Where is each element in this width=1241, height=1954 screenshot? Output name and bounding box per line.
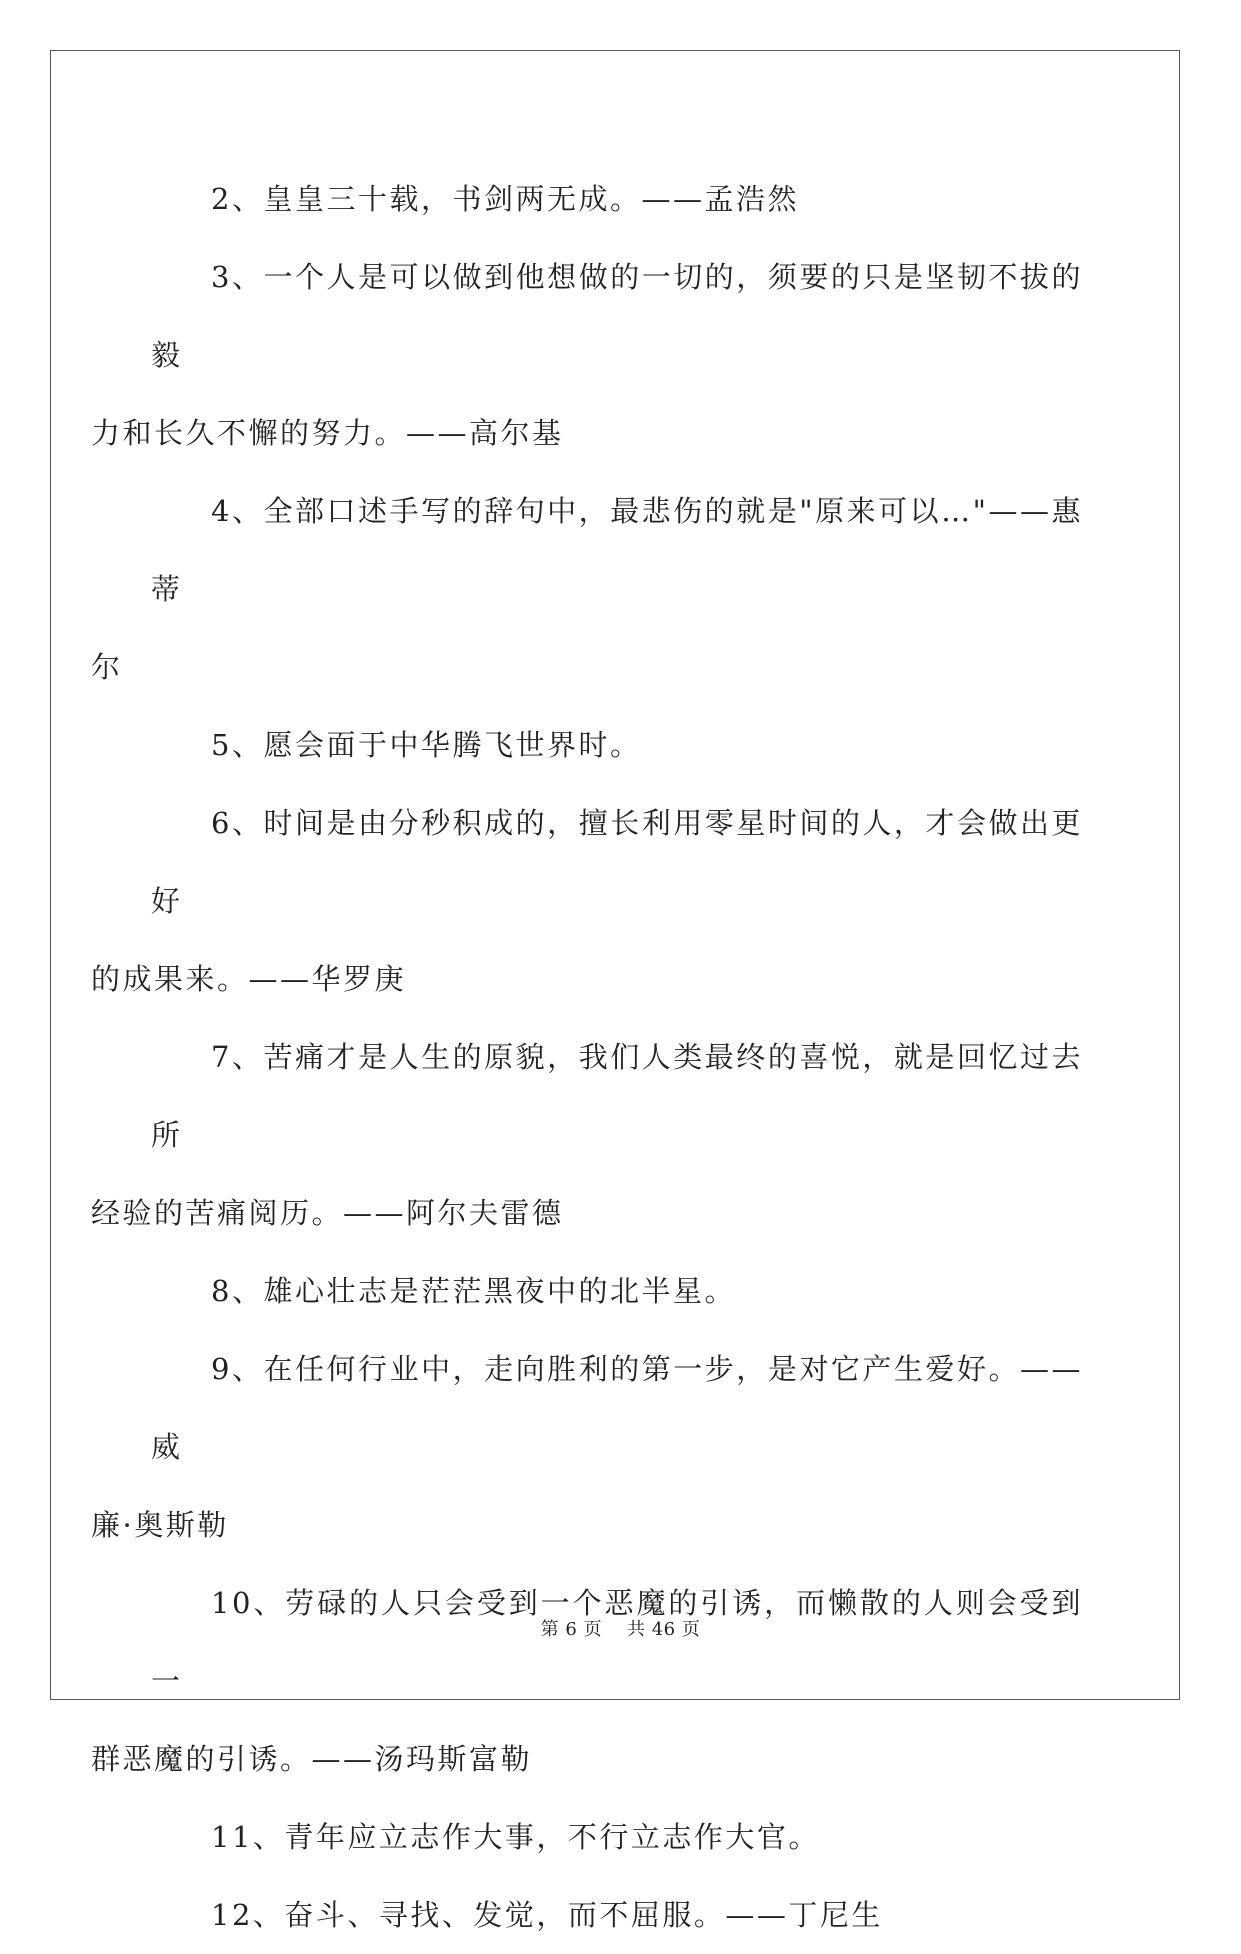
quote-paragraph: 8、雄心壮志是茫茫黑夜中的北半星。 (211, 1274, 736, 1308)
page-footer (0, 1615, 1241, 1641)
quote-paragraph: 6、时间是由分秒积成的，擅长利用零星时间的人，才会做出更好 的成果来。——华罗庚 (91, 806, 1083, 996)
quote-paragraph: 2、皇皇三十载，书剑两无成。——孟浩然 (211, 182, 799, 216)
quote-paragraph: 7、苦痛才是人生的原貌，我们人类最终的喜悦，就是回忆过去所 经验的苦痛阅历。——阿尔夫雷德 (91, 1040, 1083, 1230)
quote-paragraph: 12、奋斗、寻找、发觉，而不屈服。——丁尼生 (211, 1898, 883, 1932)
quote-paragraph: 9、在任何行业中，走向胜利的第一步，是对它产生爱好。——威 廉·奥斯勒 (91, 1352, 1083, 1542)
quote-paragraph: 4、全部口述手写的辞句中，最悲伤的就是"原来可以…"——惠蒂 尔 (91, 494, 1083, 684)
quote-paragraph: 10、劳碌的人只会受到一个恶魔的引诱，而懒散的人则会受到一 群恶魔的引诱。——汤玛斯富勒 (91, 1586, 1083, 1776)
quote-paragraph: 11、青年应立志作大事，不行立志作大官。 (211, 1820, 820, 1854)
quote-paragraph: 3、一个人是可以做到他想做的一切的，须要的只是坚韧不拔的毅 力和长久不懈的努力。——高尔基 (91, 260, 1083, 450)
document-body (91, 160, 1083, 1954)
quote-paragraph: 5、愿会面于中华腾飞世界时。 (211, 728, 642, 762)
page-total: 共 46 页 (626, 1619, 701, 1640)
page-number: 第 6 页 (540, 1619, 603, 1640)
